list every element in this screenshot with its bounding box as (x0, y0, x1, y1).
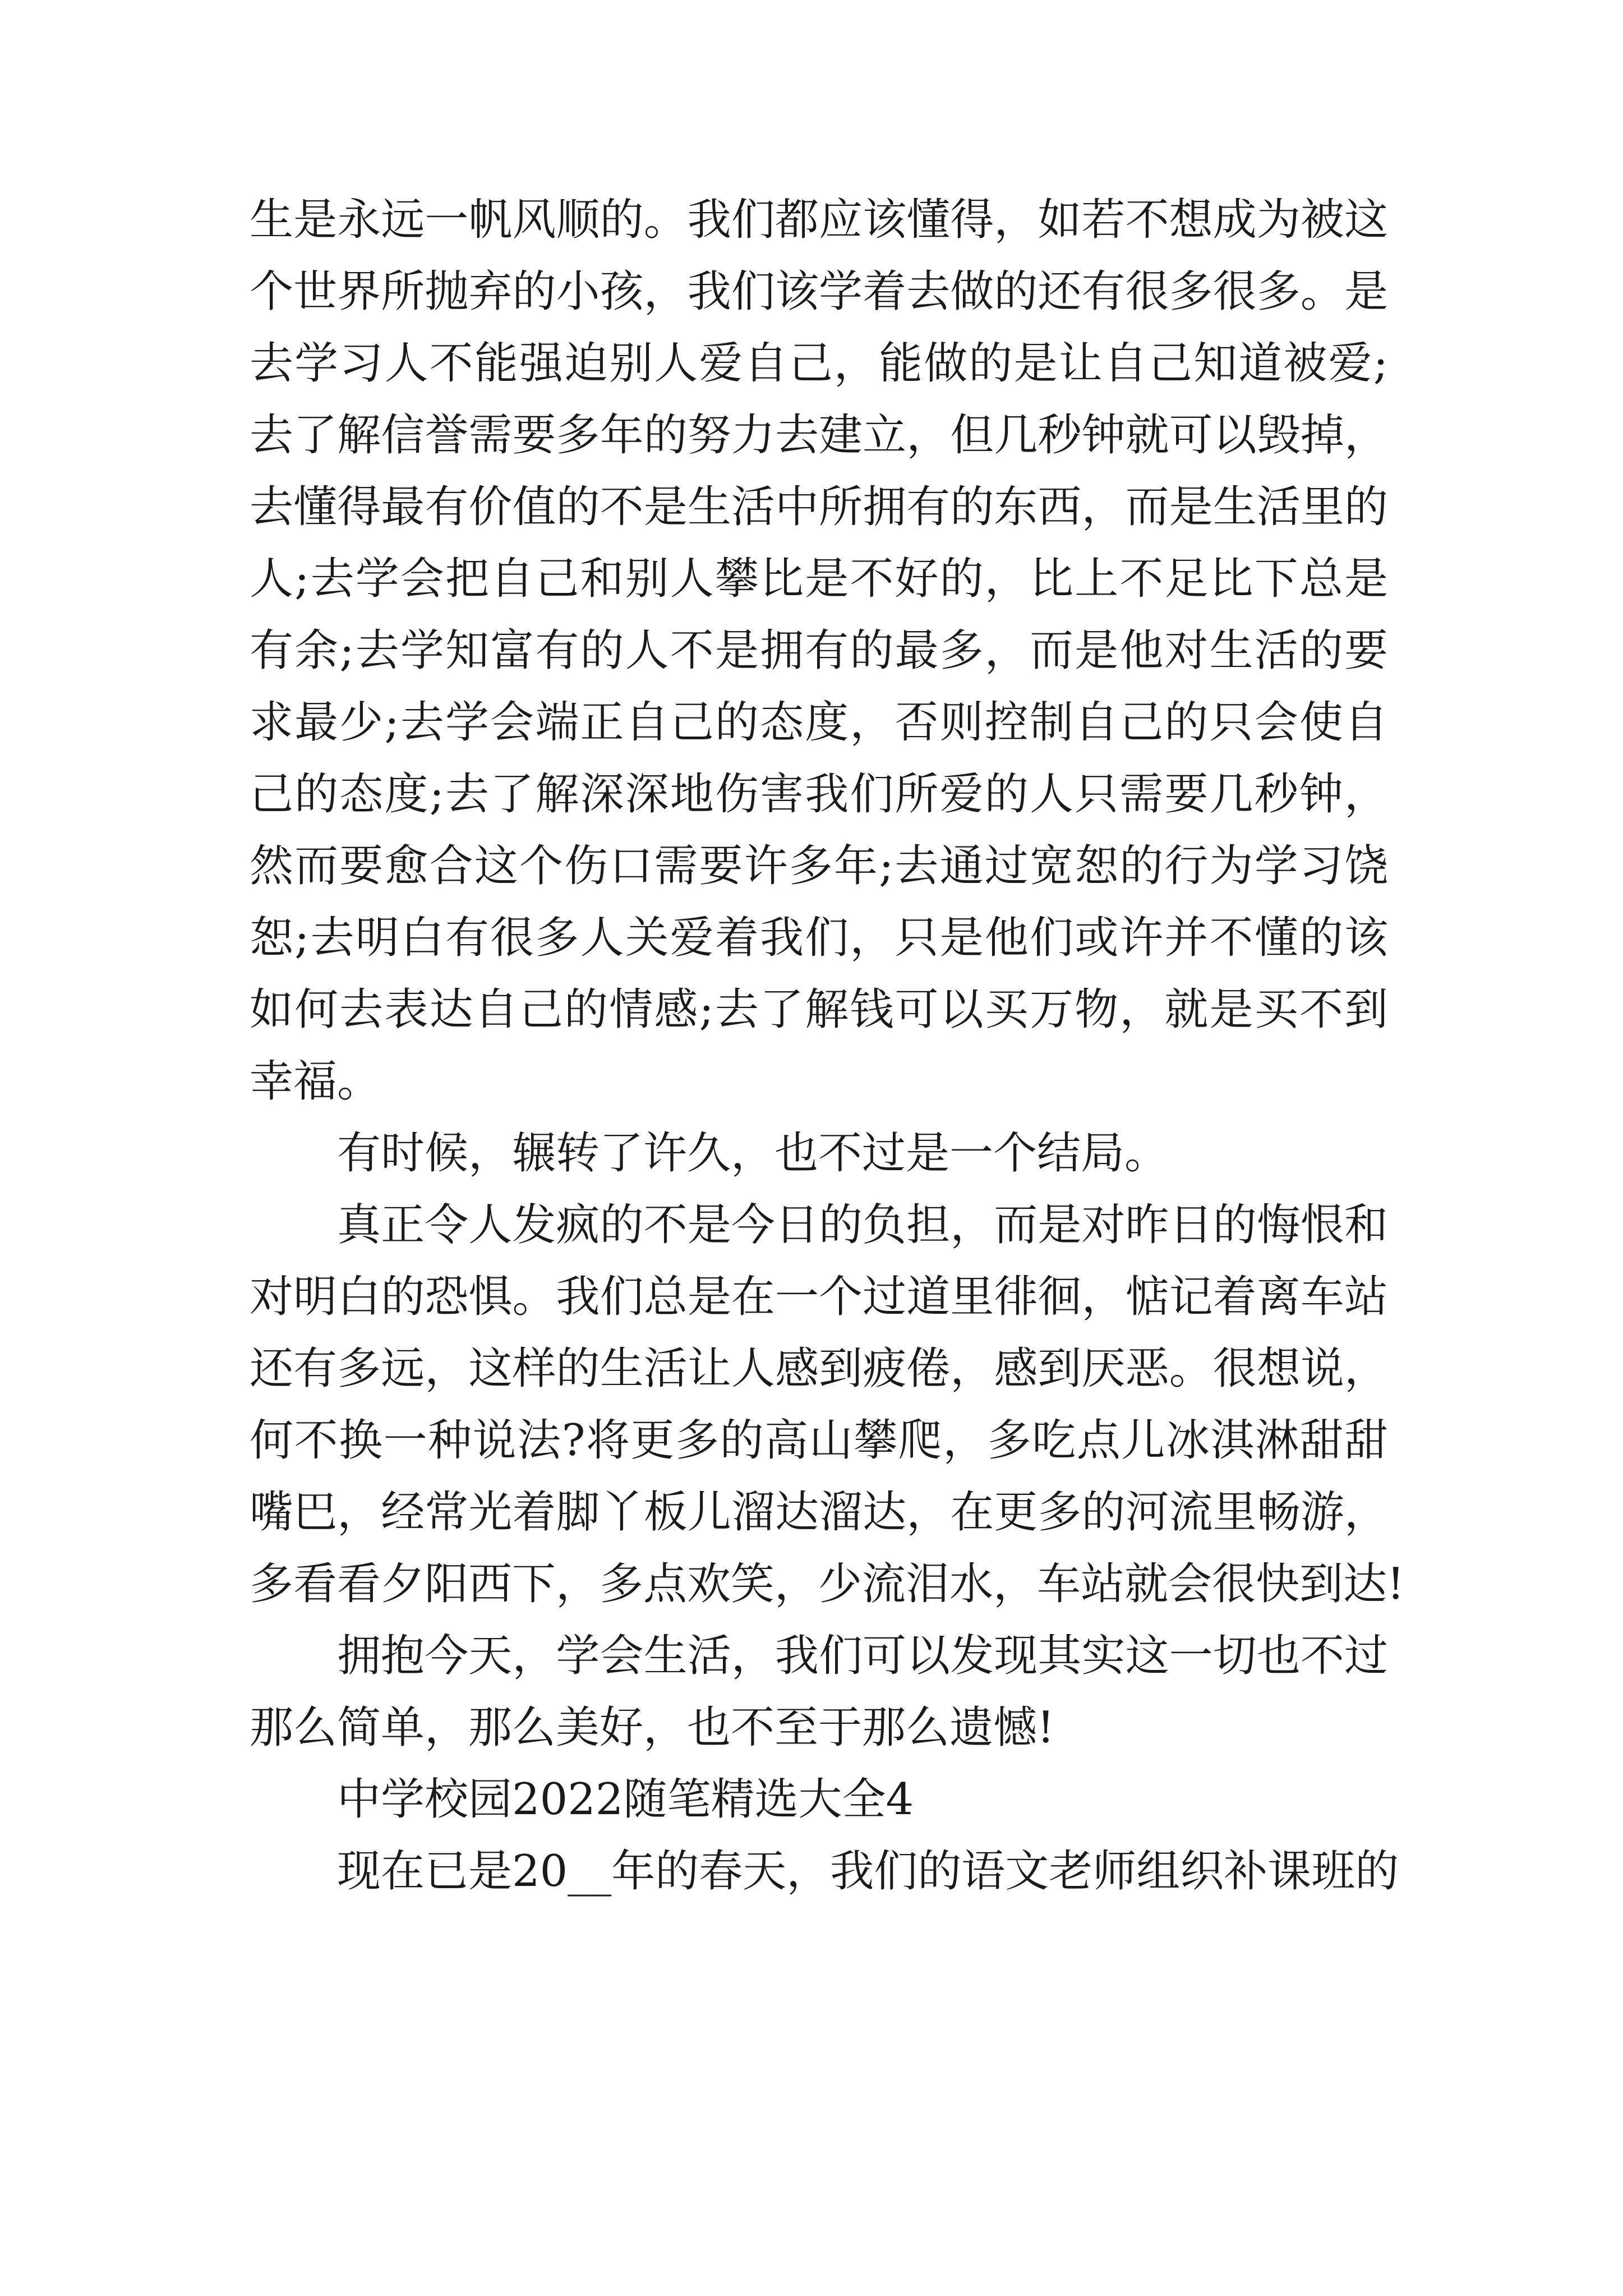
text-line: 去懂得最有价值的不是生活中所拥有的东西，而是生活里的 (250, 482, 1388, 532)
text-line: 己的态度;去了解深深地伤害我们所爱的人只需要几秒钟， (250, 769, 1388, 820)
text-line: 个世界所抛弃的小孩，我们该学着去做的还有很多很多。是 (250, 266, 1388, 317)
text-line: 还有多远，这样的生活让人感到疲倦，感到厌恶。很想说， (250, 1343, 1388, 1394)
text-line: 生是永远一帆风顺的。我们都应该懂得，如若不想成为被这 (250, 195, 1388, 245)
text-line: 那么简单，那么美好，也不至于那么遗憾! (250, 1703, 1055, 1753)
text-line: 去学习人不能强迫别人爱自己，能做的是让自己知道被爱; (250, 338, 1388, 389)
text-line: 恕;去明白有很多人关爱着我们，只是他们或许并不懂的该 (250, 913, 1388, 963)
text-line: 然而要愈合这个伤口需要许多年;去通过宽恕的行为学习饶 (250, 841, 1388, 891)
paragraph-first-line: 真正令人发疯的不是今日的负担，而是对昨日的悔恨和 (337, 1200, 1388, 1250)
text-line: 有余;去学知富有的人不是拥有的最多，而是他对生活的要 (250, 625, 1388, 676)
text-line: 去了解信誉需要多年的努力去建立，但几秒钟就可以毁掉， (250, 410, 1388, 461)
text-line: 如何去表达自己的情感;去了解钱可以买万物，就是买不到 (250, 984, 1388, 1035)
paragraph-first-line: 现在已是20__年的春天，我们的语文老师组织补课班的 (337, 1846, 1399, 1897)
section-heading: 中学校园2022随笔精选大全4 (337, 1774, 914, 1825)
text-line: 嘴巴，经常光着脚丫板儿溜达溜达，在更多的河流里畅游， (250, 1487, 1388, 1538)
text-line: 多看看夕阳西下，多点欢笑，少流泪水，车站就会很快到达! (250, 1559, 1405, 1609)
paragraph-first-line: 拥抱今天，学会生活，我们可以发现其实这一切也不过 (337, 1631, 1388, 1681)
text-line: 对明白的恐惧。我们总是在一个过道里徘徊，惦记着离车站 (250, 1272, 1388, 1322)
text-line: 何不换一种说法?将更多的高山攀爬，多吃点儿冰淇淋甜甜 (250, 1415, 1388, 1466)
text-line: 求最少;去学会端正自己的态度，否则控制自己的只会使自 (250, 697, 1388, 748)
paragraph-first-line: 有时候，辗转了许久，也不过是一个结局。 (337, 1128, 1169, 1179)
text-line: 人;去学会把自己和别人攀比是不好的，比上不足比下总是 (250, 554, 1388, 604)
text-line: 幸福。 (250, 1056, 381, 1107)
